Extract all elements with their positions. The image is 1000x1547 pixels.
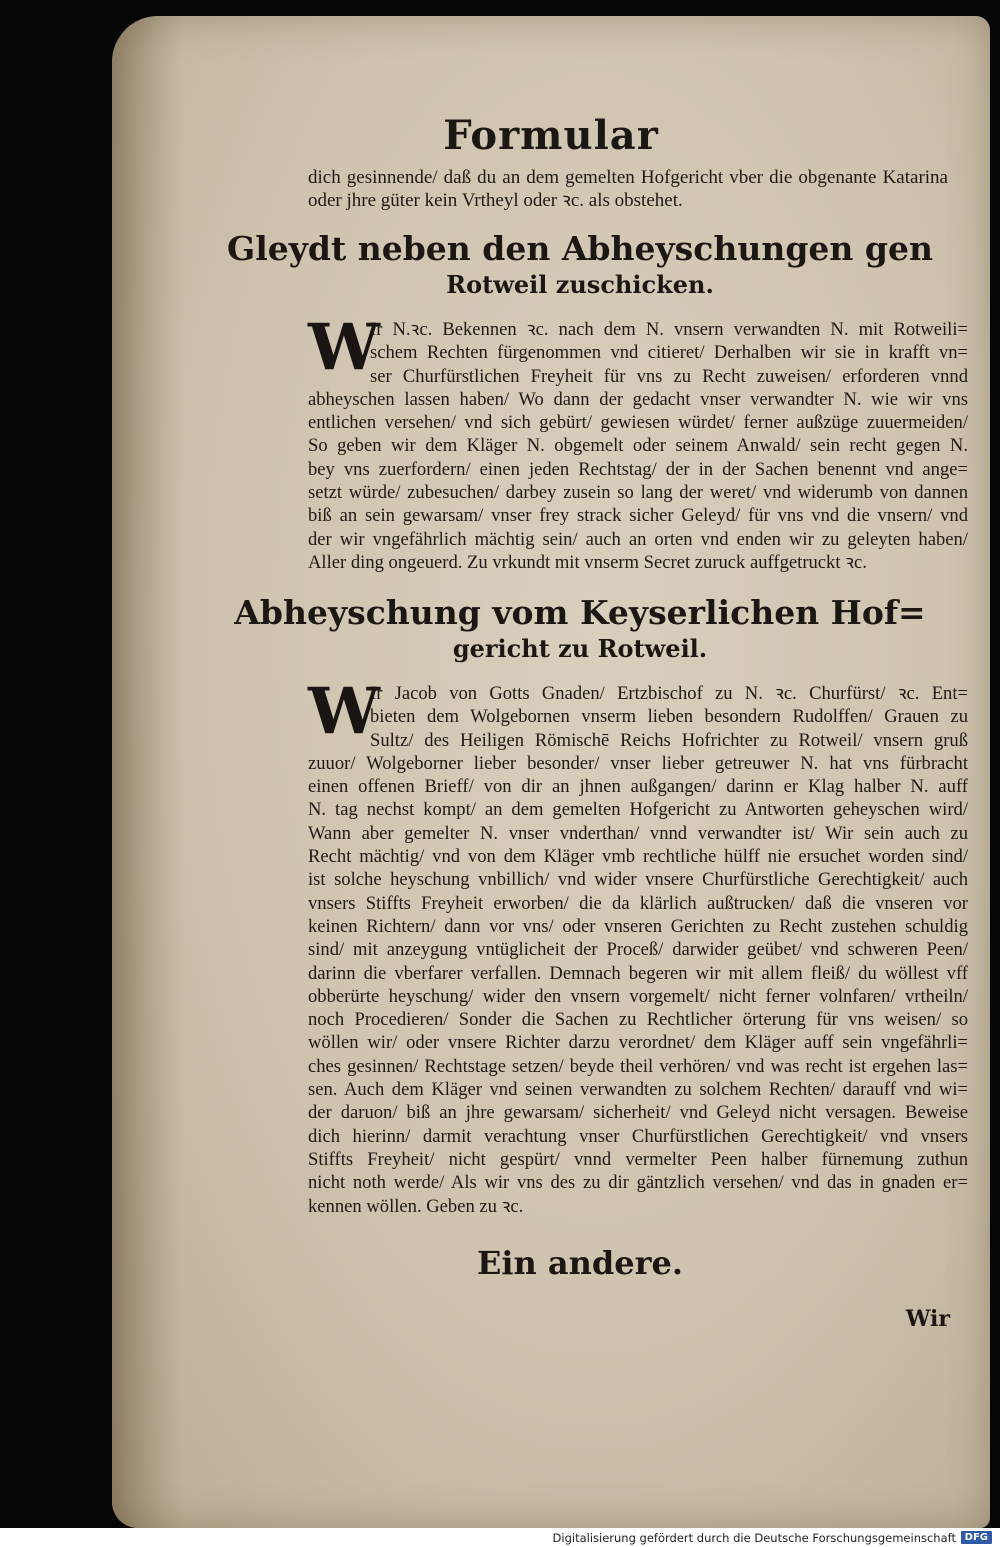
section1-line: ser Churfürstlichen Freyheit für vns zu Recht zuweisen/ erforderen vnnd	[370, 365, 968, 387]
section1-heading	[200, 228, 960, 300]
section1-line: der wir vngefährlich mächtig sein/ auch an orten vnd enden wir zu geleyten haben/	[308, 528, 968, 550]
section2-line: sind/ mit anzeygung vntüglicheit der Proceß/ darwider geübet/ vnd schweren Peen/	[308, 939, 968, 961]
section1-heading-line1: Gleydt neben den Abheyschungen gen	[227, 229, 933, 268]
catchword: Wir	[905, 1306, 950, 1332]
section2-line: dich hierinn/ darmit verachtung vnser Churfürstlichen Gerechtigkeit/ vnd vnsers	[308, 1125, 968, 1147]
intro-line: dich gesinnende/ daß du an dem gemelten Hofgericht vber die obgenante Katarina	[308, 167, 948, 188]
intro-line: oder jhre güter kein Vrtheyl oder ꝛc. als obstehet.	[308, 190, 683, 212]
section3-heading: Ein andere.	[476, 1244, 684, 1282]
section2-line: ist solche heyschung vnbillich/ vnd wider vnsere Churfürstliche Gerechtigkeit/ auch	[308, 869, 968, 891]
section2-line: N. tag nechst kompt/ an dem gemelten Hofgericht zu Antworten geheyschen wird/	[308, 799, 968, 821]
running-head: Formular	[443, 112, 659, 159]
funding-notice: Digitalisierung gefördert durch die Deutsche Forschungsgemeinschaft	[552, 1531, 956, 1545]
section1-initial: W	[308, 310, 380, 385]
section2-line: noch Procedieren/ Sonder die Sachen zu Rechtlicher örterung für vns weisen/ so	[308, 1009, 968, 1031]
section2-line: darinn die vberfarer verfallen. Demnach begeren wir mit allem fleiß/ du wöllest vff	[308, 962, 968, 984]
section1-line: entlichen versehen/ vnd sich gebürt/ gewiesen würdet/ ferner außzüge zuuermeiden/	[308, 412, 968, 434]
section2-line: Sultz/ des Heiligen Römischē Reichs Hofrichter zu Rotweil/ vnsern gruß	[370, 729, 968, 751]
section2-line: Stiffts Freyheit/ nicht gespürt/ vnnd vermelter Peen halber fürnemung zuthun	[308, 1148, 968, 1170]
section2-heading-line1: Abheyschung vom Keyserlichen Hof=	[234, 593, 926, 632]
section2-line: wöllen wir/ oder vnsere Richter darzu verordnet/ dem Kläger auff sein vngefährli=	[308, 1032, 968, 1054]
section2-line: vnsers Stiffts Freyheit erworben/ die da klärlich außtrucken/ daß die vnseren vor	[308, 892, 968, 914]
section1-line: Ir N.ꝛc. Bekennen ꝛc. nach dem N. vnsern verwandten N. mit Rotweili=	[370, 319, 968, 340]
section2-line: zuuor/ Wolgeborner lieber besonder/ vnser lieber getreuwer N. hat vns fürbracht	[308, 752, 968, 774]
section2-initial: W	[308, 674, 380, 749]
section2-line: obberürte heyschung/ wider den vnsern vorgemelt/ nicht ferner volnfaren/ vrtheiln/	[308, 985, 968, 1007]
dfg-logo: DFG	[961, 1531, 992, 1544]
intro-paragraph	[308, 166, 948, 212]
section2-line: Recht mächtig/ vnd von dem Kläger vmb rechtliche hülff nie ersuchet worden sind/	[308, 846, 968, 868]
section2-line: der daruon/ biß an jhre gewarsam/ sicherheit/ vnd Geleyd nicht versagen. Beweise	[308, 1102, 968, 1124]
section1-line: schem Rechten fürgenommen vnd citieret/ Derhalben wir sie in krafft vn=	[370, 342, 968, 364]
page-gutter-shadow	[112, 16, 182, 1528]
section2-heading	[200, 592, 960, 664]
section2-line: keinen Richtern/ dann vor vns/ oder vnseren Gerichten zu Recht zustehen schuldig	[308, 915, 968, 937]
document-page	[112, 16, 990, 1528]
section1-heading-line2: Rotweil zuschicken.	[446, 270, 714, 299]
section1-body	[308, 310, 968, 574]
section2-line: einen offenen Brieff/ von dir an jhnen außgangen/ darinn er Klag halber N. auff	[308, 776, 968, 798]
section1-line: abheyschen lassen haben/ Wo dann der gedacht vnser verwandter N. wie wir vns	[308, 388, 968, 410]
section2-line: sen. Auch dem Kläger vnd seinen verwandten zu solchem Rechten/ darauff vnd wi=	[308, 1079, 968, 1101]
section1-line: bey vns zuerfordern/ einen jeden Rechtstag/ der in der Sachen benennt vnd ange=	[308, 458, 968, 480]
section2-line: kennen wöllen. Geben zu ꝛc.	[308, 1195, 524, 1217]
section1-line: So geben wir dem Kläger N. obgemelt oder seinem Anwald/ sein recht gegen N.	[308, 435, 968, 457]
footer-bar	[0, 1528, 1000, 1547]
section2-line: ches gesinnen/ Rechtstage setzen/ beyde theil verhören/ vnd was recht ist ergehen las=	[308, 1055, 968, 1077]
section1-line: setzt würde/ zubesuchen/ darbey zusein so lang der weret/ vnd widerumb von dannen	[308, 482, 968, 504]
section2-line: nicht noth werde/ Als wir vns des zu dir gäntzlich versehen/ vnd das in gnaden er=	[308, 1172, 968, 1194]
section1-line: biß an sein gewarsam/ vnser frey strack sicher Geleyd/ für vns vnd die vnsern/ vnd	[308, 505, 968, 527]
section2-line: bieten dem Wolgebornen vnserm lieben besondern Rudolffen/ Grauen zu	[370, 706, 968, 728]
section2-line: Wann aber gemelter N. vnser vnderthan/ vnnd verwandter ist/ Wir sein auch zu	[308, 822, 968, 844]
section2-heading-line2: gericht zu Rotweil.	[452, 634, 708, 663]
section1-line: Aller ding ongeuerd. Zu vrkundt mit vnserm Secret zuruck auffgetruckt ꝛc.	[308, 551, 867, 573]
section2-body	[308, 674, 968, 1218]
section2-line: Ir Jacob von Gotts Gnaden/ Ertzbischof zu N. ꝛc. Churfürst/ ꝛc. Ent=	[370, 683, 968, 704]
